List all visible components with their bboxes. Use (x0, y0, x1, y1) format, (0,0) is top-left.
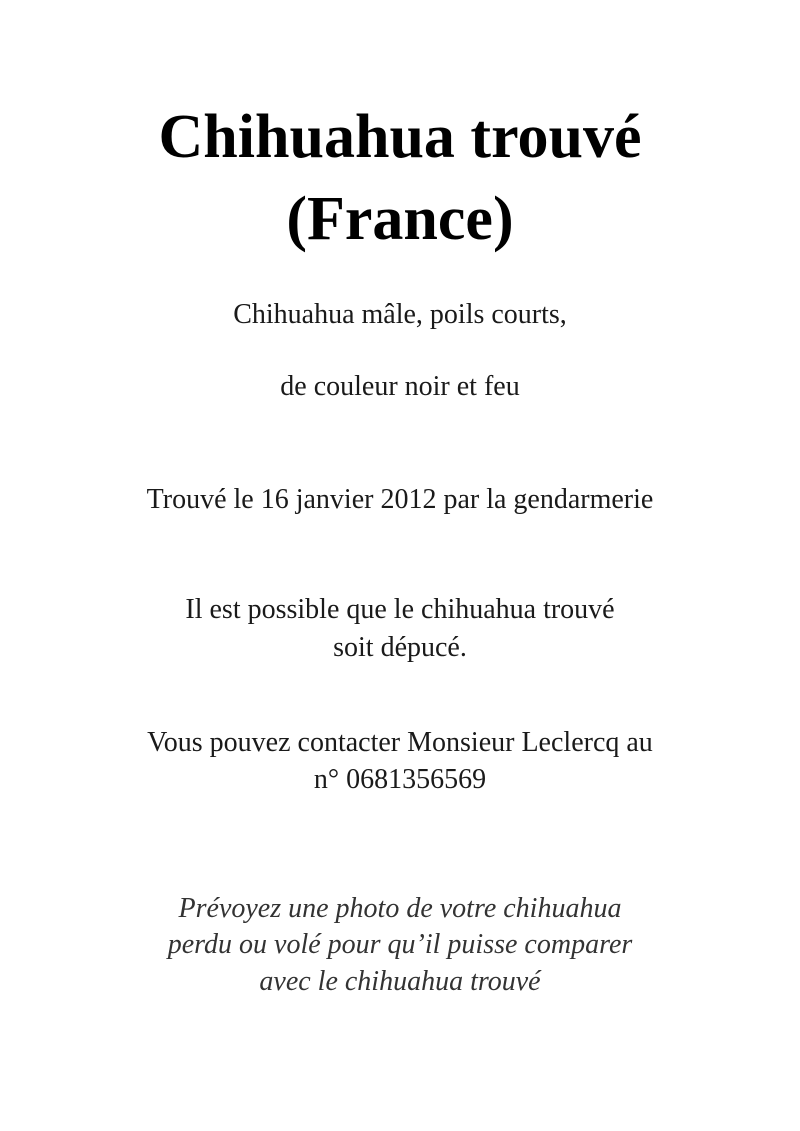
note-line-3: avec le chihuahua trouvé (259, 966, 541, 997)
note-line-1: Prévoyez une photo de votre chihuahua (178, 893, 622, 924)
description-line-1: Chihuahua mâle, poils courts, (233, 299, 567, 330)
contact-line-1: Vous pouvez contacter Monsieur Leclercq au (147, 727, 653, 758)
chip-line-2: soit dépucé. (333, 632, 467, 663)
chip-line-1: Il est possible que le chihuahua trouvé (185, 594, 615, 625)
found-date-text: Trouvé le 16 janvier 2012 par la gendarmerie (146, 484, 654, 515)
title-line-1: Chihuahua trouvé (158, 103, 642, 171)
note-line-2: perdu ou volé pour qu’il puisse comparer (167, 929, 633, 960)
description-line-2: de couleur noir et feu (280, 371, 520, 402)
title-line-2: (France) (286, 185, 514, 253)
contact-phone: n° 0681356569 (313, 764, 487, 795)
